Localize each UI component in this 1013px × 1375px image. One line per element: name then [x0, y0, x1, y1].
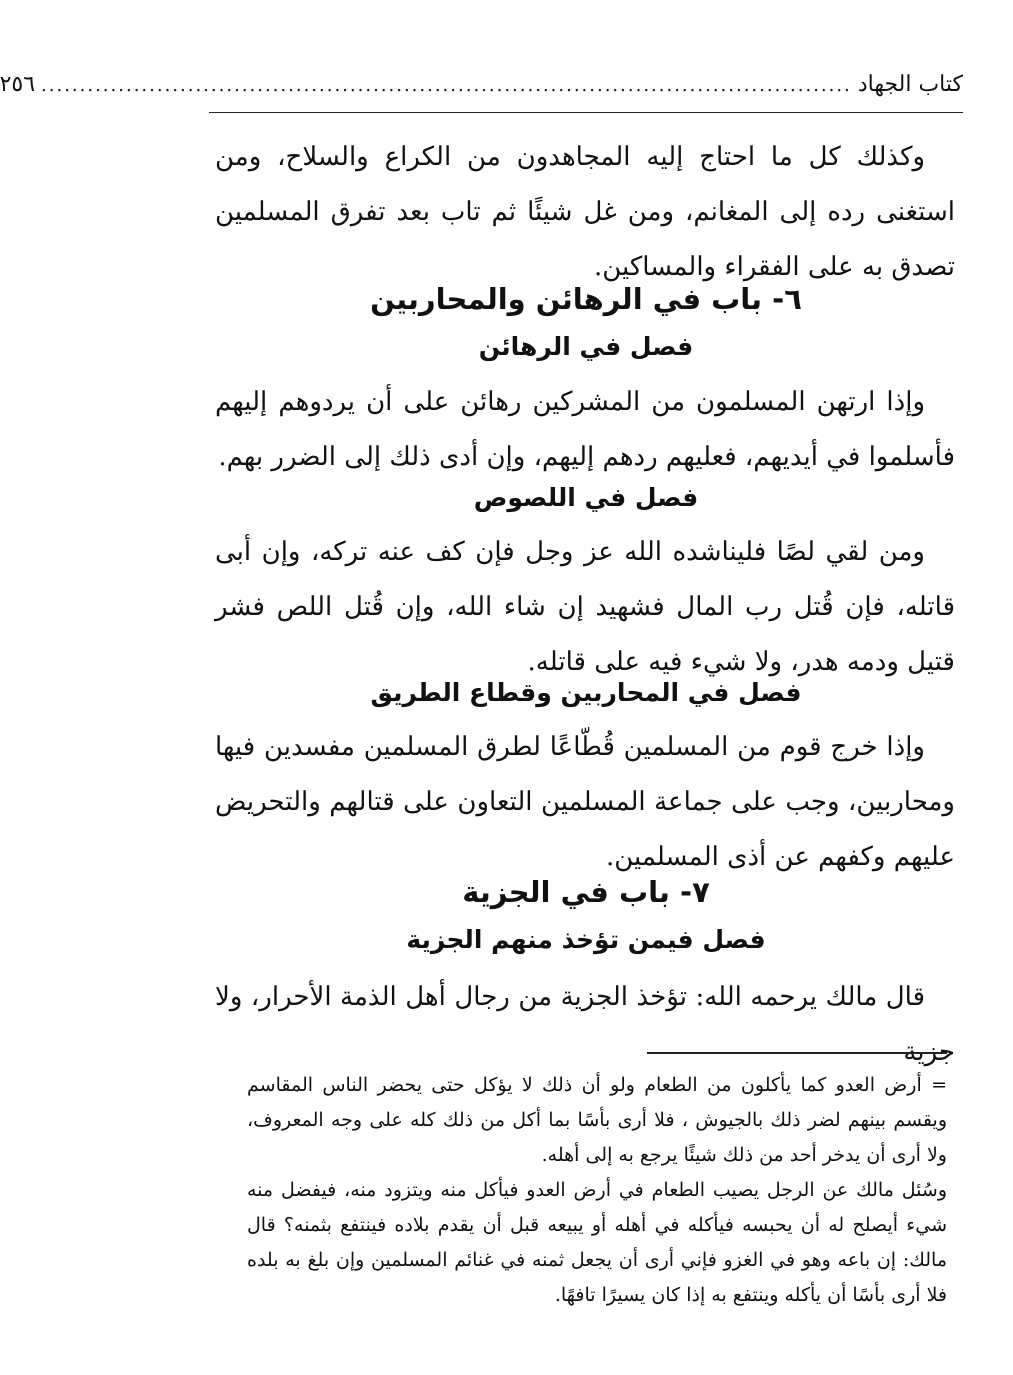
paragraph-jizya-text: قال مالك يرحمه الله: تؤخذ الجزية من رجال أهل الذمة الأحرار، ولا جزية [215, 982, 955, 1067]
footnotes [247, 1068, 947, 1313]
paragraph-hostages-text: وإذا ارتهن المسلمون من المشركين رهائن على أن يردوهم إليهم فأسلموا في أيديهم، فعليهم ردهم إليهم، وإن أدى ذلك إلى الضرر بهم. [215, 387, 955, 472]
section-hostages-title: فصل في الرهائن [478, 332, 694, 361]
paragraph-brigands-text: وإذا خرج قوم من المسلمين قُطّاعًا لطرق المسلمين مفسدين فيها ومحاربين، وجب على جماعة المسلمين التعاون على قتالهم والتحريض عليهم وكفهم عن أذى المسلمين. [215, 732, 955, 872]
page-number: ٢٥٦ [0, 72, 36, 97]
section-thieves-title: فصل في اللصوص [473, 483, 699, 512]
paragraph-thieves [215, 525, 955, 690]
paragraph-intro [215, 130, 955, 295]
section-brigands-title: فصل في المحاربين وقطاع الطريق [370, 678, 802, 707]
paragraph-thieves-text: ومن لقي لصًا فليناشده الله عز وجل فإن كف عنه تركه، وإن أبى قاتله، فإن قُتل رب المال فشهيد إن شاء الله، وإن قُتل اللص فشر قتيل ودمه هدر، ولا شيء فيه على قاتله. [215, 537, 955, 677]
header-rule [209, 112, 963, 113]
paragraph-intro-text: وكذلك كل ما احتاج إليه المجاهدون من الكراع والسلاح، ومن استغنى رده إلى المغانم، ومن غل شيئًا ثم تاب بعد تفرق المسلمين تصدق به على الفقراء والمساكين. [215, 142, 955, 282]
paragraph-jizya [215, 970, 955, 1080]
paragraph-hostages [215, 375, 955, 485]
running-header [0, 72, 963, 106]
footnote-continuation: = أرض العدو كما يأكلون من الطعام ولو أن ذلك لا يؤكل حتى يحضر الناس المقاسم ويقسم بينهم لضر ذلك بالجيوش ، فلا أرى بأسًا بما أكل من ذلك كله على وجه المعروف، ولا أرى أن يدخر أحد من ذلك شيئًا يرجع به إلى أهله. [247, 1074, 947, 1166]
leader-dots: ......................................................................................................... [41, 75, 852, 96]
chapter-6-title: ٦- باب في الرهائن والمحاربين [370, 282, 802, 316]
paragraph-brigands [215, 720, 955, 885]
chapter-7-title: ٧- باب في الجزية [462, 875, 710, 909]
footnote-separator [647, 1052, 947, 1054]
section-jizya-title: فصل فيمن تؤخذ منهم الجزية [406, 925, 766, 954]
running-header-title: كتاب الجهاد [857, 72, 963, 97]
footnote-question: وسُئل مالك عن الرجل يصيب الطعام في أرض العدو فيأكل منه ويتزود منه، فيفضل منه شيء أيصلح له أن يحبسه فيأكله في أهله أو يبيعه قبل أن يقدم بلاده فينتفع بثمنه؟ قال مالك: إن باعه وهو في الغزو فإني أرى أن يجعل ثمنه في غنائم المسلمين وإن بلغ به بلده فلا أرى بأسًا أن يأكله وينتفع به إذا كان يسيرًا تافهًا. [247, 1179, 947, 1306]
